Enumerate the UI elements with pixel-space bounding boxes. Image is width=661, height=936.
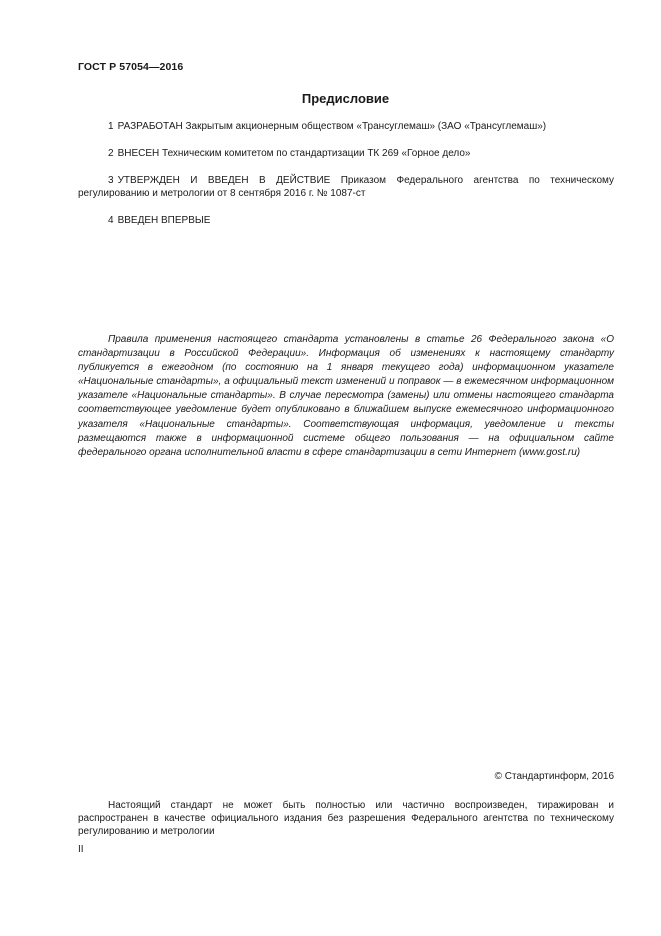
- standard-application-notice: Правила применения настоящего стандарта установлены в статье 26 Федерального закона «О стандартизации в Российской Федерации». Информация об изменениях к настоящему стандарту публикуется в ежегодном (по состоянию на 1 января текущего года) информационном указателе «Национальные стандарты», а официальный текст изменений и поправок — в ежемесячном информационном указателе «Национальные стандарты». В случае пересмотра (замены) или отмены настоящего стандарта соответствующее уведомление будет опубликовано в ближайшем выпуске ежемесячного информационного указателя «Национальные стандарты». Соответствующая информация, уведомление и тексты размещаются также в информационной системе общего пользования — на официальном сайте федерального органа исполнительной власти в сфере стандартизации в сети Интернет (www.gost.ru): [78, 334, 614, 458]
- preface-item-1: [78, 120, 614, 133]
- preface-item-2: [78, 147, 614, 160]
- item-text: ВНЕСЕН Техническим комитетом по стандартизации ТК 269 «Горное дело»: [117, 148, 471, 159]
- item-number: 4: [108, 215, 114, 226]
- item-number: 2: [108, 148, 114, 159]
- item-number: 1: [108, 121, 114, 132]
- page-number: II: [78, 844, 84, 855]
- item-text: ВВЕДЕН ВПЕРВЫЕ: [117, 215, 211, 226]
- preface-item-4: [78, 214, 614, 227]
- reproduction-restriction-note: Настоящий стандарт не может быть полностью или частично воспроизведен, тиражирован и распространен в качестве официального издания без разрешения Федерального агентства по техническому регулированию и метрологии: [78, 800, 614, 837]
- item-text: РАЗРАБОТАН Закрытым акционерным обществом «Трансуглемаш» (ЗАО «Трансуглемаш»): [117, 121, 547, 132]
- page-title: Предисловие: [301, 91, 390, 106]
- preface-item-3: [78, 174, 614, 200]
- document-code: ГОСТ Р 57054—2016: [78, 61, 184, 73]
- item-text: УТВЕРЖДЕН И ВВЕДЕН В ДЕЙСТВИЕ Приказом Федерального агентства по техническому регулированию и метрологии от 8 сентября 2016 г. № 1087-ст: [78, 175, 614, 199]
- item-number: 3: [108, 175, 114, 186]
- copyright-line: © Стандартинформ, 2016: [494, 771, 614, 782]
